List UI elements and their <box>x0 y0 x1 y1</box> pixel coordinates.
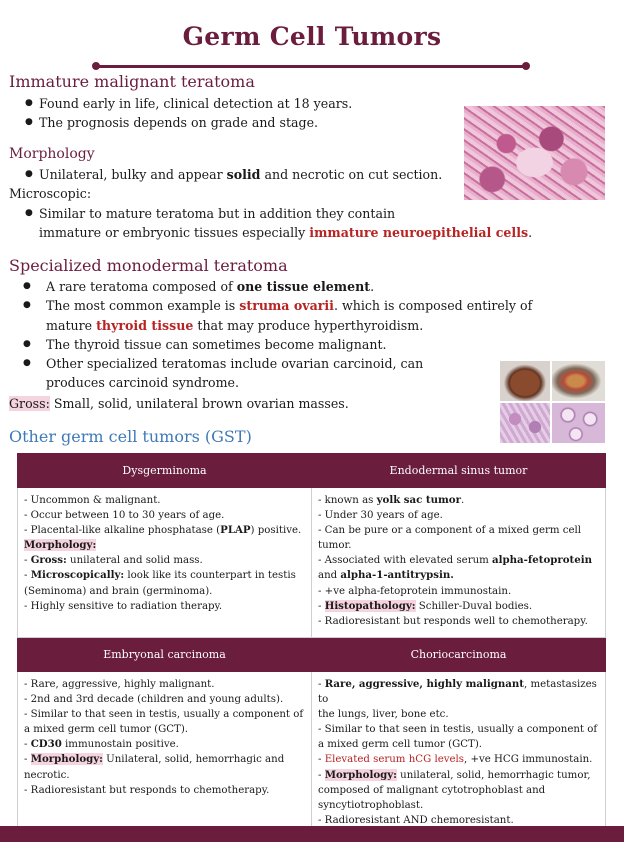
cho-hcg-highlight: Elevated serum hCG levels <box>324 754 464 766</box>
table-header-row-2 <box>18 638 606 672</box>
footer-bar <box>0 826 624 842</box>
monodermal-b2-line2-end: that may produce hyperthyroidism. <box>193 317 424 333</box>
emb-line-6 <box>24 752 305 767</box>
one-tissue-element: one tissue element <box>236 279 371 294</box>
struma-histology-image-1 <box>500 403 550 443</box>
table-header-row <box>18 454 606 488</box>
immature-teratoma-heading: Immature malignant teratoma <box>9 72 255 91</box>
emb-line-1: - Rare, aggressive, highly malignant. <box>24 679 215 690</box>
dys-line-1: - Uncommon & malignant. <box>24 495 161 506</box>
cho-morph-text: unilateral, solid, hemorrhagic tumor, <box>396 769 591 781</box>
immature-bullets <box>9 94 459 133</box>
dys-line-3 <box>24 523 305 538</box>
thyroid-tissue-highlight: thyroid tissue <box>96 317 194 333</box>
dys-line-5 <box>24 553 305 568</box>
emb-line-3: - Similar to that seen in testis, usually a component of <box>24 709 304 721</box>
dys-gross-label: Gross: <box>30 554 67 567</box>
dys-gross-text: unilateral and solid mass. <box>66 555 203 567</box>
page-title: Germ Cell Tumors <box>182 22 442 51</box>
cho-dash-1: - <box>318 679 325 690</box>
monodermal-b4-line1: Other specialized teratomas include ovarian carcinoid, can <box>46 356 424 372</box>
monodermal-bullet-2 <box>9 296 549 335</box>
cho-dash-2: - <box>318 754 325 766</box>
choriocarcinoma-cell <box>312 672 606 835</box>
emb-line-5 <box>24 737 305 752</box>
monodermal-b1-end: . <box>370 279 375 294</box>
dys-micro-label: Microscopically: <box>30 569 125 582</box>
dys-micro-text: look like its counterpart in testis <box>124 570 296 582</box>
table-row <box>18 488 606 638</box>
cho-line-4: a mixed germ cell tumor (GCT). <box>318 739 483 751</box>
endo-dash: - <box>318 600 325 612</box>
dys-morphology-label: Morphology: <box>24 539 97 552</box>
gross-label: Gross: <box>9 396 50 411</box>
emb-dash-2: - <box>24 754 31 766</box>
immature-bullet-1: ● Found early in life, clinical detection at 18 years. <box>9 94 459 113</box>
dys-dash-2: - <box>24 570 31 582</box>
header-endodermal-sinus: Endodermal sinus tumor <box>312 454 606 488</box>
morphology-bullet <box>9 165 459 184</box>
endo-line-7 <box>318 599 599 614</box>
header-choriocarcinoma: Choriocarcinoma <box>312 638 606 672</box>
table-row <box>18 672 606 835</box>
gross-text: Small, solid, unilateral brown ovarian masses. <box>49 396 349 411</box>
divider-dot-right <box>522 62 530 70</box>
endo-known-as: - known as <box>318 495 377 506</box>
monodermal-b4-line2: produces carcinoid syndrome. <box>46 375 240 391</box>
emb-cd30: CD30 <box>30 738 62 751</box>
dys-line-4 <box>24 538 305 553</box>
cho-line-1 <box>318 677 599 707</box>
endo-yolk-sac: yolk sac tumor <box>376 494 461 506</box>
monodermal-bullet-4 <box>9 354 549 393</box>
dys-plap-pre: - Placental-like alkaline phosphatase ( <box>24 525 221 537</box>
endo-line-1 <box>318 493 599 508</box>
struma-gross-image-2 <box>552 361 605 401</box>
emb-cd30-text: immunostain positive. <box>61 739 179 751</box>
endo-line-8: - Radioresistant but responds well to chemotherapy. <box>318 615 588 627</box>
microscopic-bullets <box>9 204 549 243</box>
microscopic-line-2: immature or embryonic tissues especially <box>39 225 310 241</box>
emb-line-2: - 2nd and 3rd decade (children and young adults). <box>24 694 284 706</box>
cho-line-8: syncytiotrophoblast. <box>318 799 424 811</box>
immature-bullet-2: ● The prognosis depends on grade and stage. <box>9 113 459 132</box>
endo-a1at: alpha-1-antitrypsin. <box>340 569 454 582</box>
neuroepithelial-highlight: immature neuroepithelial cells <box>309 225 529 241</box>
morphology-bullets <box>9 165 459 184</box>
endo-period: . <box>460 495 465 506</box>
cho-morph-label: Morphology: <box>324 768 397 781</box>
title-divider <box>96 65 526 68</box>
monodermal-bullets <box>9 277 549 393</box>
dys-dash-1: - <box>24 555 31 567</box>
cho-line-5 <box>318 752 599 767</box>
cho-rare-bold: Rare, aggressive, highly malignant <box>324 678 524 690</box>
monodermal-teratoma-heading: Specialized monodermal teratoma <box>9 256 288 275</box>
cho-line-9: - Radioresistant AND chemoresistant. <box>318 814 514 826</box>
header-embryonal-carcinoma: Embryonal carcinoma <box>18 638 312 672</box>
morphology-heading: Morphology <box>9 146 95 162</box>
cho-line-6 <box>318 768 599 783</box>
emb-morph-text: Unilateral, solid, hemorrhagic and <box>102 754 285 766</box>
endodermal-sinus-cell <box>312 488 606 638</box>
immature-teratoma-histology-image <box>464 106 605 200</box>
cho-metastasizes: , metastasizes to <box>318 679 597 706</box>
struma-gross-image-1 <box>500 361 550 401</box>
monodermal-b2-text: The most common example is <box>46 298 240 314</box>
endo-line-3: - Can be pure or a component of a mixed germ cell tumor. <box>318 525 582 552</box>
endo-line-4 <box>318 553 599 568</box>
endo-afp: alpha-fetoprotein <box>492 554 592 567</box>
dys-plap: PLAP <box>220 524 251 537</box>
endo-line-6: - +ve alpha-fetoprotein immunostain. <box>318 585 512 597</box>
endo-histo-label: Histopathology: <box>324 599 416 612</box>
dys-line-8: - Highly sensitive to radiation therapy. <box>24 600 223 612</box>
monodermal-bullet-3: ● The thyroid tissue can sometimes become malignant. <box>9 335 549 354</box>
divider-dot-left <box>92 62 100 70</box>
endo-histo-text: Schiller-Duval bodies. <box>415 600 533 612</box>
cho-line-2: the lungs, liver, bone etc. <box>318 709 449 721</box>
emb-line-4: a mixed germ cell tumor (GCT). <box>24 724 189 736</box>
endo-and: and <box>318 570 341 582</box>
monodermal-b2-line2: mature <box>46 317 97 333</box>
morphology-text: Unilateral, bulky and appear <box>39 167 227 182</box>
morphology-solid: solid <box>226 167 261 182</box>
gross-line <box>9 394 349 413</box>
cho-line-7: composed of malignant cytotrophoblast and <box>318 784 546 796</box>
endo-assoc-text: - Associated with elevated serum <box>318 555 493 567</box>
struma-ovarii-highlight: struma ovarii <box>239 298 334 314</box>
microscopic-line-1: Similar to mature teratoma but in addition they contain <box>39 206 396 221</box>
dys-line-7: (Seminoma) and brain (germinoma). <box>24 585 213 597</box>
dys-plap-post: ) positive. <box>250 525 302 537</box>
header-dysgerminoma: Dysgerminoma <box>18 454 312 488</box>
microscopic-period: . <box>528 225 533 241</box>
monodermal-bullet-1 <box>9 277 549 296</box>
dysgerminoma-cell <box>18 488 312 638</box>
dys-line-6 <box>24 568 305 583</box>
emb-dash-1: - <box>24 739 31 751</box>
dys-line-2: - Occur between 10 to 30 years of age. <box>24 510 225 522</box>
emb-line-7: necrotic. <box>24 769 70 781</box>
emb-morph-label: Morphology: <box>30 753 103 766</box>
microscopic-bullet <box>9 204 549 243</box>
monodermal-b1-text: A rare teratoma composed of <box>46 279 237 294</box>
gst-heading: Other germ cell tumors (GST) <box>9 427 252 446</box>
microscopic-label: Microscopic: <box>9 186 92 201</box>
monodermal-b2-end: . which is composed entirely of <box>333 298 533 314</box>
cho-line-3: - Similar to that seen in testis, usually a component of <box>318 724 598 736</box>
morphology-text-end: and necrotic on cut section. <box>260 167 443 182</box>
struma-histology-image-2 <box>552 403 605 443</box>
endo-line-2: - Under 30 years of age. <box>318 510 443 522</box>
germ-cell-tumor-table <box>17 453 606 835</box>
endo-line-5 <box>318 568 599 583</box>
emb-line-8: - Radioresistant but responds to chemotherapy. <box>24 784 270 796</box>
cho-hcg-text: , +ve HCG immunostain. <box>464 754 593 766</box>
cho-dash-3: - <box>318 769 325 781</box>
embryonal-carcinoma-cell <box>18 672 312 835</box>
